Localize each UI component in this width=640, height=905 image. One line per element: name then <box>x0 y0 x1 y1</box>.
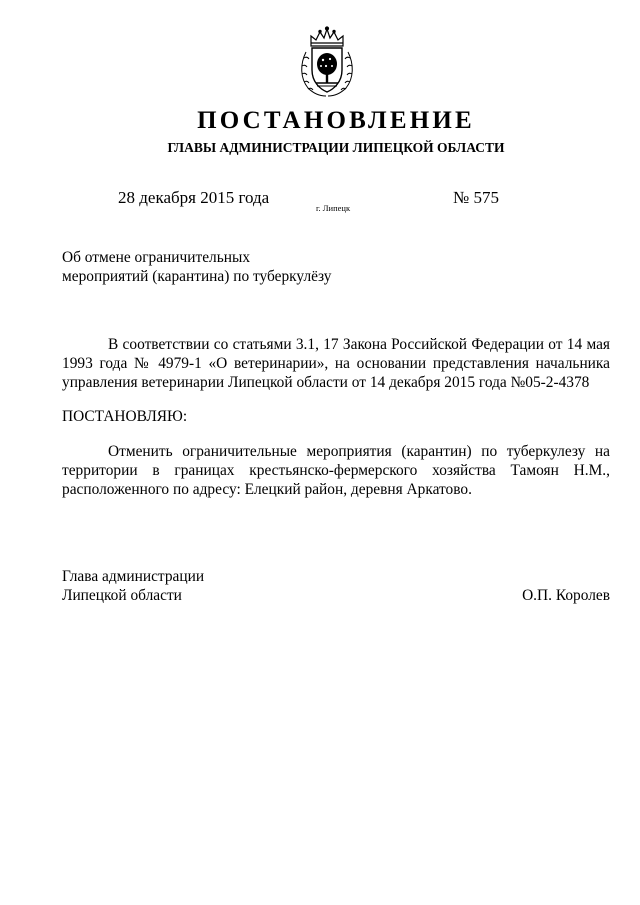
subject-line: Об отмене ограничительных <box>62 249 251 266</box>
paragraph-line: управления ветеринарии Липецкой области от 14 декабря 2015 года №05-2-4378 <box>62 374 590 391</box>
document-date: 28 декабря 2015 года <box>118 188 270 207</box>
resolve-word: ПОСТАНОВЛЯЮ: <box>62 408 188 425</box>
signer-position: Липецкой области <box>62 587 182 604</box>
paragraph-line: расположенного по адресу: Елецкий район, деревня Аркатово. <box>62 481 472 498</box>
document-number: № 575 <box>453 188 499 207</box>
subject-line: мероприятий (карантина) по туберкулёзу <box>62 268 332 285</box>
signer-position: Глава администрации <box>62 568 205 585</box>
paragraph-line: 1993 года № 4979-1 «О ветеринарии», на основании представления начальника <box>62 355 610 372</box>
signer-name: О.П. Королев <box>522 587 610 604</box>
coat-of-arms-icon <box>298 26 356 98</box>
paragraph-line: Отменить ограничительные мероприятия (карантин) по туберкулезу на <box>108 443 610 460</box>
document-subtitle: ГЛАВЫ АДМИНИСТРАЦИИ ЛИПЕЦКОЙ ОБЛАСТИ <box>167 140 505 155</box>
paragraph-line: В соответствии со статьями 3.1, 17 Закона Российской Федерации от 14 мая <box>108 336 610 353</box>
paragraph-line: территории в границах крестьянско-фермерского хозяйства Тамоян Н.М., <box>62 462 610 479</box>
document-place: г. Липецк <box>316 203 351 213</box>
document-title: ПОСТАНОВЛЕНИЕ <box>197 107 475 134</box>
